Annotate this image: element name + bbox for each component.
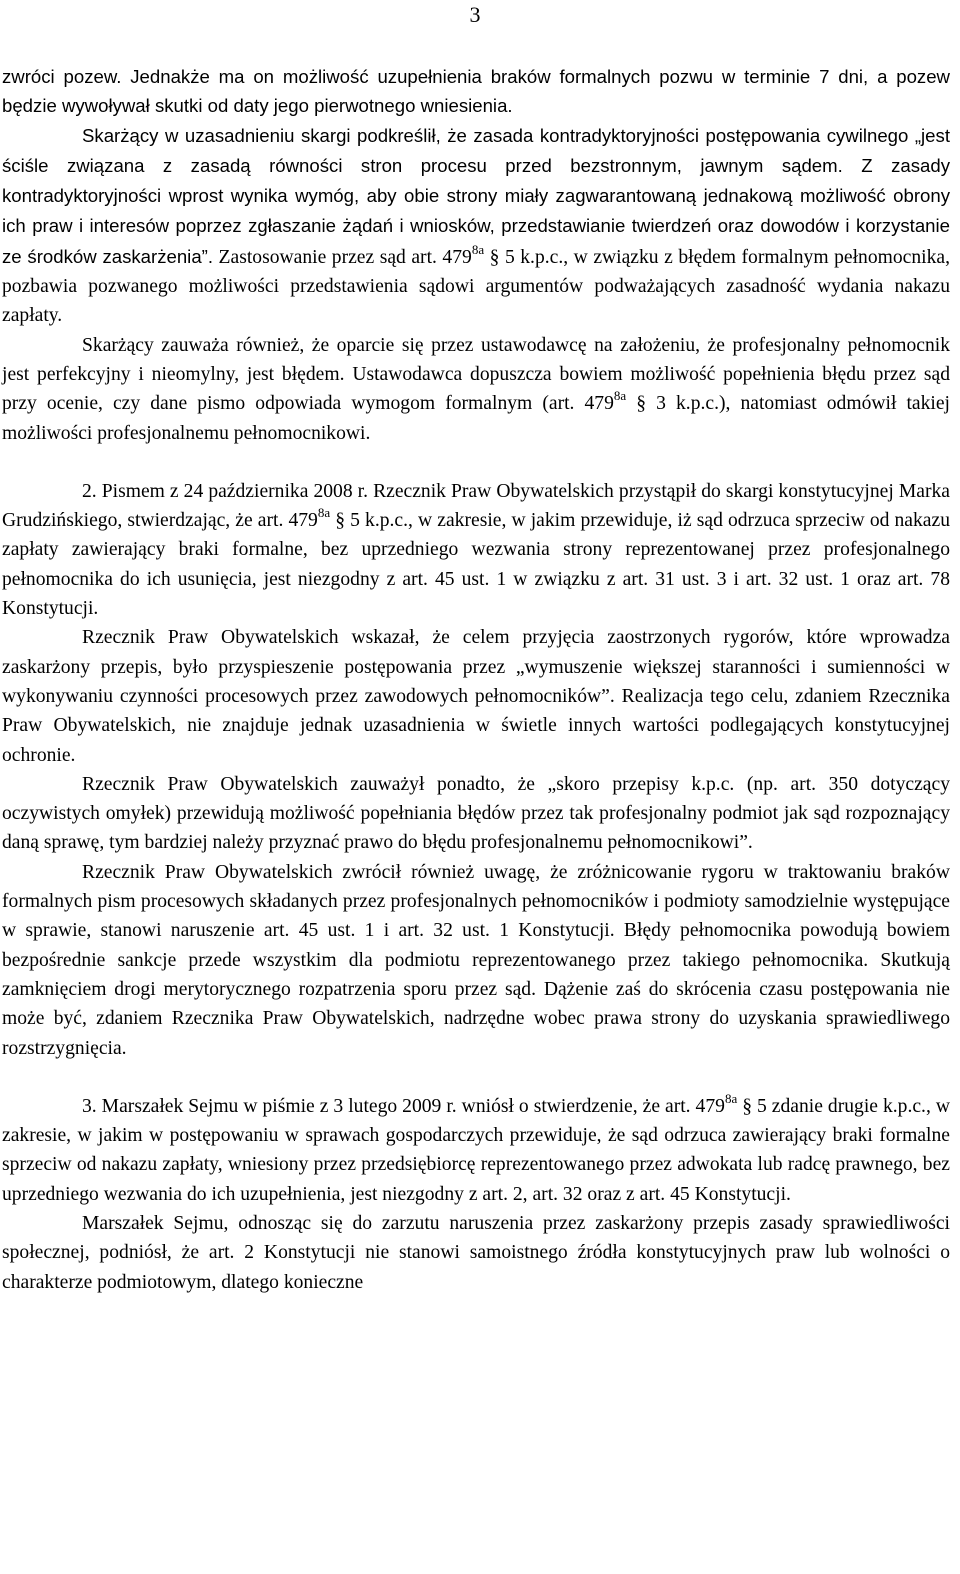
paragraph-intro bbox=[2, 62, 950, 121]
paragraph-intro-text: zwróci pozew. Jednakże ma on możliwość uzupełnienia braków formalnych pozwu w terminie 7 dni, a pozew będzie wywoływał skutki od daty jego pierwotnego wniesienia. bbox=[2, 66, 950, 117]
paragraph-ombudsman-attention: Rzecznik Praw Obywatelskich zwrócił również uwagę, że zróżnicowanie rygoru w traktowaniu braków formalnych pism procesowych składanych przez profesjonalnych pełnomocników i podmioty samodzielnie występujące w sprawie, stanowi naruszenie art. 45 ust. 1 i art. 32 ust. 1 Konstytucji. Błędy pełnomocnika powodują bowiem bezpośrednie sankcje przede wszystkim dla podmiotu reprezentowanego przez takiego pełnomocnika. Skutkują zamknięciem drogi merytorycznego rozpatrzenia sporu przez sąd. Dążenie zaś do skrócenia czasu postępowania nie może być, zdaniem Rzecznika Praw Obywatelskich, nadrzędne wobec prawa strony do uzyskania sprawiedliwego rozstrzygnięcia. bbox=[2, 861, 950, 1059]
article-superscript: 8a bbox=[613, 388, 627, 404]
paragraph-complaint-quote-cont: Z zasady kontradyktoryjności wprost wynika wymóg, aby obie strony miały zagwarantowaną jednakową możliwość obrony ich praw i interesów poprzez zgłaszanie żądań i wniosków, przedstawianie twierdzeń oraz dowodów i korzystanie ze środków zaskarżenia”. bbox=[2, 154, 950, 267]
page-number: 3 bbox=[469, 2, 481, 27]
paragraph-complaint-text-cont: § 5 k.p.c., w związku z błędem formalnym pełnomocnika, pozbawia pozwanego możliwości przedstawienia sądowi argumentów podważających zasadność wydania nakazu zapłaty. bbox=[2, 246, 950, 327]
paragraph-complaint-quote: Skarżący w uzasadnieniu skargi podkreślił, że zasada kontradyktoryjności postępowania cywilnego „jest ściśle związana z zasadą równości stron procesu przed bezstronnym, jawnym sądem. bbox=[2, 124, 950, 176]
paragraph-marshal-letter bbox=[2, 1092, 950, 1209]
paragraph-complainant-notes bbox=[2, 331, 950, 448]
paragraph-complainant-notes-text: Skarżący zauważa również, że oparcie się przez ustawodawcę na założeniu, że profesjonalny pełnomocnik jest perfekcyjny i nieomylny, jest błędem. Ustawodawca dopuszcza bowiem możliwość popełnienia błędu przez sąd przy ocenie, czy dane pismo odpowiada wymogom formalnym (art. 479 bbox=[2, 334, 950, 415]
paragraph-marshal-argument: Marszałek Sejmu, odnosząc się do zarzutu naruszenia przez zaskarżony przepis zasady sprawiedliwości społecznej, podniósł, że art. 2 Konstytucji nie stanowi samoistnego źródła konstytucyjnych praw lub wolności o charakterze podmiotowym, dlatego konieczne bbox=[2, 1212, 950, 1293]
article-superscript: 8a bbox=[317, 505, 331, 521]
article-superscript: 8a bbox=[724, 1090, 738, 1106]
paragraph-complaint-text: Zastosowanie przez sąd art. 479 bbox=[213, 246, 472, 268]
paragraph-complainant-notes-text-cont: § 3 k.p.c.), natomiast odmówił takiej możliwości profesjonalnemu pełnomocnikowi. bbox=[2, 393, 950, 444]
paragraph-marshal-letter-text-cont: § 5 zdanie drugie k.p.c., w zakresie, w jakim w postępowaniu w sprawach gospodarczych przewiduje, że sąd odrzuca zawierający braki formalne sprzeciw od nakazu zapłaty, wniesiony przez przedsiębiorcę reprezentowanego przez adwokata lub radcę prawnego, bez uprzedniego wezwania do ich uzupełnienia, jest niezgodny z art. 2, art. 32 oraz z art. 45 Konstytucji. bbox=[2, 1095, 950, 1205]
document-body bbox=[2, 62, 950, 1297]
paragraph-ombudsman-indicated: Rzecznik Praw Obywatelskich wskazał, że celem przyjęcia zaostrzonych rygorów, które wprowadza zaskarżony przepis, było przyspieszenie postępowania przez „wymuszenie większej staranności i sumienności w wykonywaniu czynności procesowych przez zawodowych pełnomocników”. Realizacja tego celu, zdaniem Rzecznika Praw Obywatelskich, nie znajduje jednak uzasadnienia w świetle innych wartości podlegających konstytucyjnej ochronie. bbox=[2, 627, 950, 766]
paragraph-ombudsman-letter-text: 2. Pismem z 24 października 2008 r. Rzecznik Praw Obywatelskich przystąpił do skargi konstytucyjnej Marka Grudzińskiego, stwierdzając, że art. 479 bbox=[2, 480, 950, 532]
paragraph-marshal-letter-text: 3. Marszałek Sejmu w piśmie z 3 lutego 2009 r. wniósł o stwierdzenie, że art. 479 bbox=[82, 1095, 725, 1117]
paragraph-complaint bbox=[2, 121, 950, 331]
article-superscript: 8a bbox=[471, 241, 485, 257]
paragraph-ombudsman-letter-text-cont: § 5 k.p.c., w zakresie, w jakim przewiduje, iż sąd odrzuca sprzeciw od nakazu zapłaty zawierający braki formalne, bez uprzedniego wezwania strony reprezentowanej przez profesjonalnego pełnomocnika do ich usunięcia, jest niezgodny z art. 45 ust. 1 w związku z art. 31 ust. 3 i art. 32 ust. 1 oraz art. 78 Konstytucji. bbox=[2, 510, 950, 620]
paragraph-ombudsman-noted: Rzecznik Praw Obywatelskich zauważył ponadto, że „skoro przepisy k.p.c. (np. art. 350 dotyczący oczywistych omyłek) przewidują możliwość popełniania błędów przez tak profesjonalny podmiot jak sąd rozpoznający daną sprawę, tym bardziej należy przyznać prawo do błędu profesjonalnemu pełnomocnikowi”. bbox=[2, 773, 950, 854]
paragraph-ombudsman-letter bbox=[2, 477, 950, 623]
